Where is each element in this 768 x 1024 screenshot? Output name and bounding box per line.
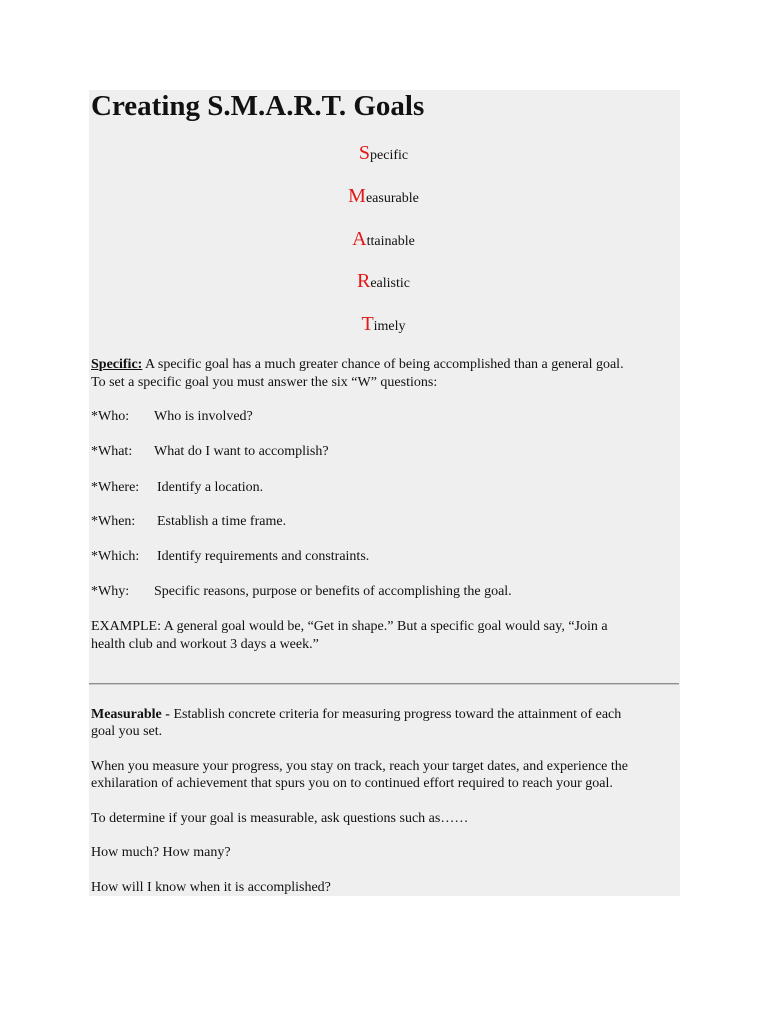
w-key: *Which: [91,549,140,564]
specific-label: Specific: [91,357,143,372]
acronym-attainable [91,228,676,251]
measurable-para5: How will I know when it is accomplished? [91,880,331,895]
acronym-initial: T [361,313,374,335]
w-key: *Who: [91,409,130,424]
w-text: Who is involved? [154,409,253,424]
acronym-rest: imely [373,319,406,334]
measurable-para2-line1: When you measure your progress, you stay on track, reach your target dates, and experience the [91,759,628,774]
specific-intro-line2: To set a specific goal you must answer the six “W” questions: [91,375,438,390]
acronym-initial: M [348,185,366,207]
w-text: Identify a location. [157,480,264,495]
acronym-rest: pecific [370,148,409,163]
measurable-para4: How much? How many? [91,845,231,860]
specific-intro-line1 [91,356,624,373]
acronym-initial: S [358,142,371,164]
page-title: Creating S.M.A.R.T. Goals [91,90,425,122]
measurable-intro-line1 [91,706,621,723]
w-question-which [91,548,369,565]
acronym-initial: A [352,228,367,250]
acronym-rest: ealistic [370,276,410,291]
measurable-text: Establish concrete criteria for measuring progress toward the attainment of each [169,707,622,722]
w-key: *Why: [91,584,130,599]
w-question-what [91,443,329,460]
w-text: Identify requirements and constraints. [157,549,370,564]
acronym-rest: ttainable [366,234,415,249]
measurable-label: Measurable - [91,707,170,722]
example-line1: EXAMPLE: A general goal would be, “Get in shape.” But a specific goal would say, “Join a [91,619,608,634]
acronym-initial: R [357,270,371,292]
acronym-specific [91,142,676,165]
specific-text: A specific goal has a much greater chance of being accomplished than a general goal. [142,357,624,372]
example-line2: health club and workout 3 days a week.” [91,637,319,652]
acronym-rest: easurable [365,191,419,206]
w-key: *Where: [91,480,140,495]
acronym-realistic [91,270,676,293]
w-question-why [91,583,512,600]
w-question-when [91,513,286,530]
w-text: What do I want to accomplish? [154,444,329,459]
measurable-para2-line2: exhilaration of achievement that spurs you on to continued effort required to reach your goal. [91,776,613,791]
measurable-para3: To determine if your goal is measurable, ask questions such as…… [91,811,469,826]
w-question-where [91,479,263,496]
w-question-who [91,408,253,425]
measurable-intro-line2: goal you set. [91,724,163,739]
acronym-timely [91,313,676,336]
w-text: Establish a time frame. [157,514,287,529]
w-key: *When: [91,514,136,529]
section-divider [89,683,679,685]
w-key: *What: [91,444,133,459]
w-text: Specific reasons, purpose or benefits of accomplishing the goal. [154,584,512,599]
acronym-measurable [91,185,676,208]
